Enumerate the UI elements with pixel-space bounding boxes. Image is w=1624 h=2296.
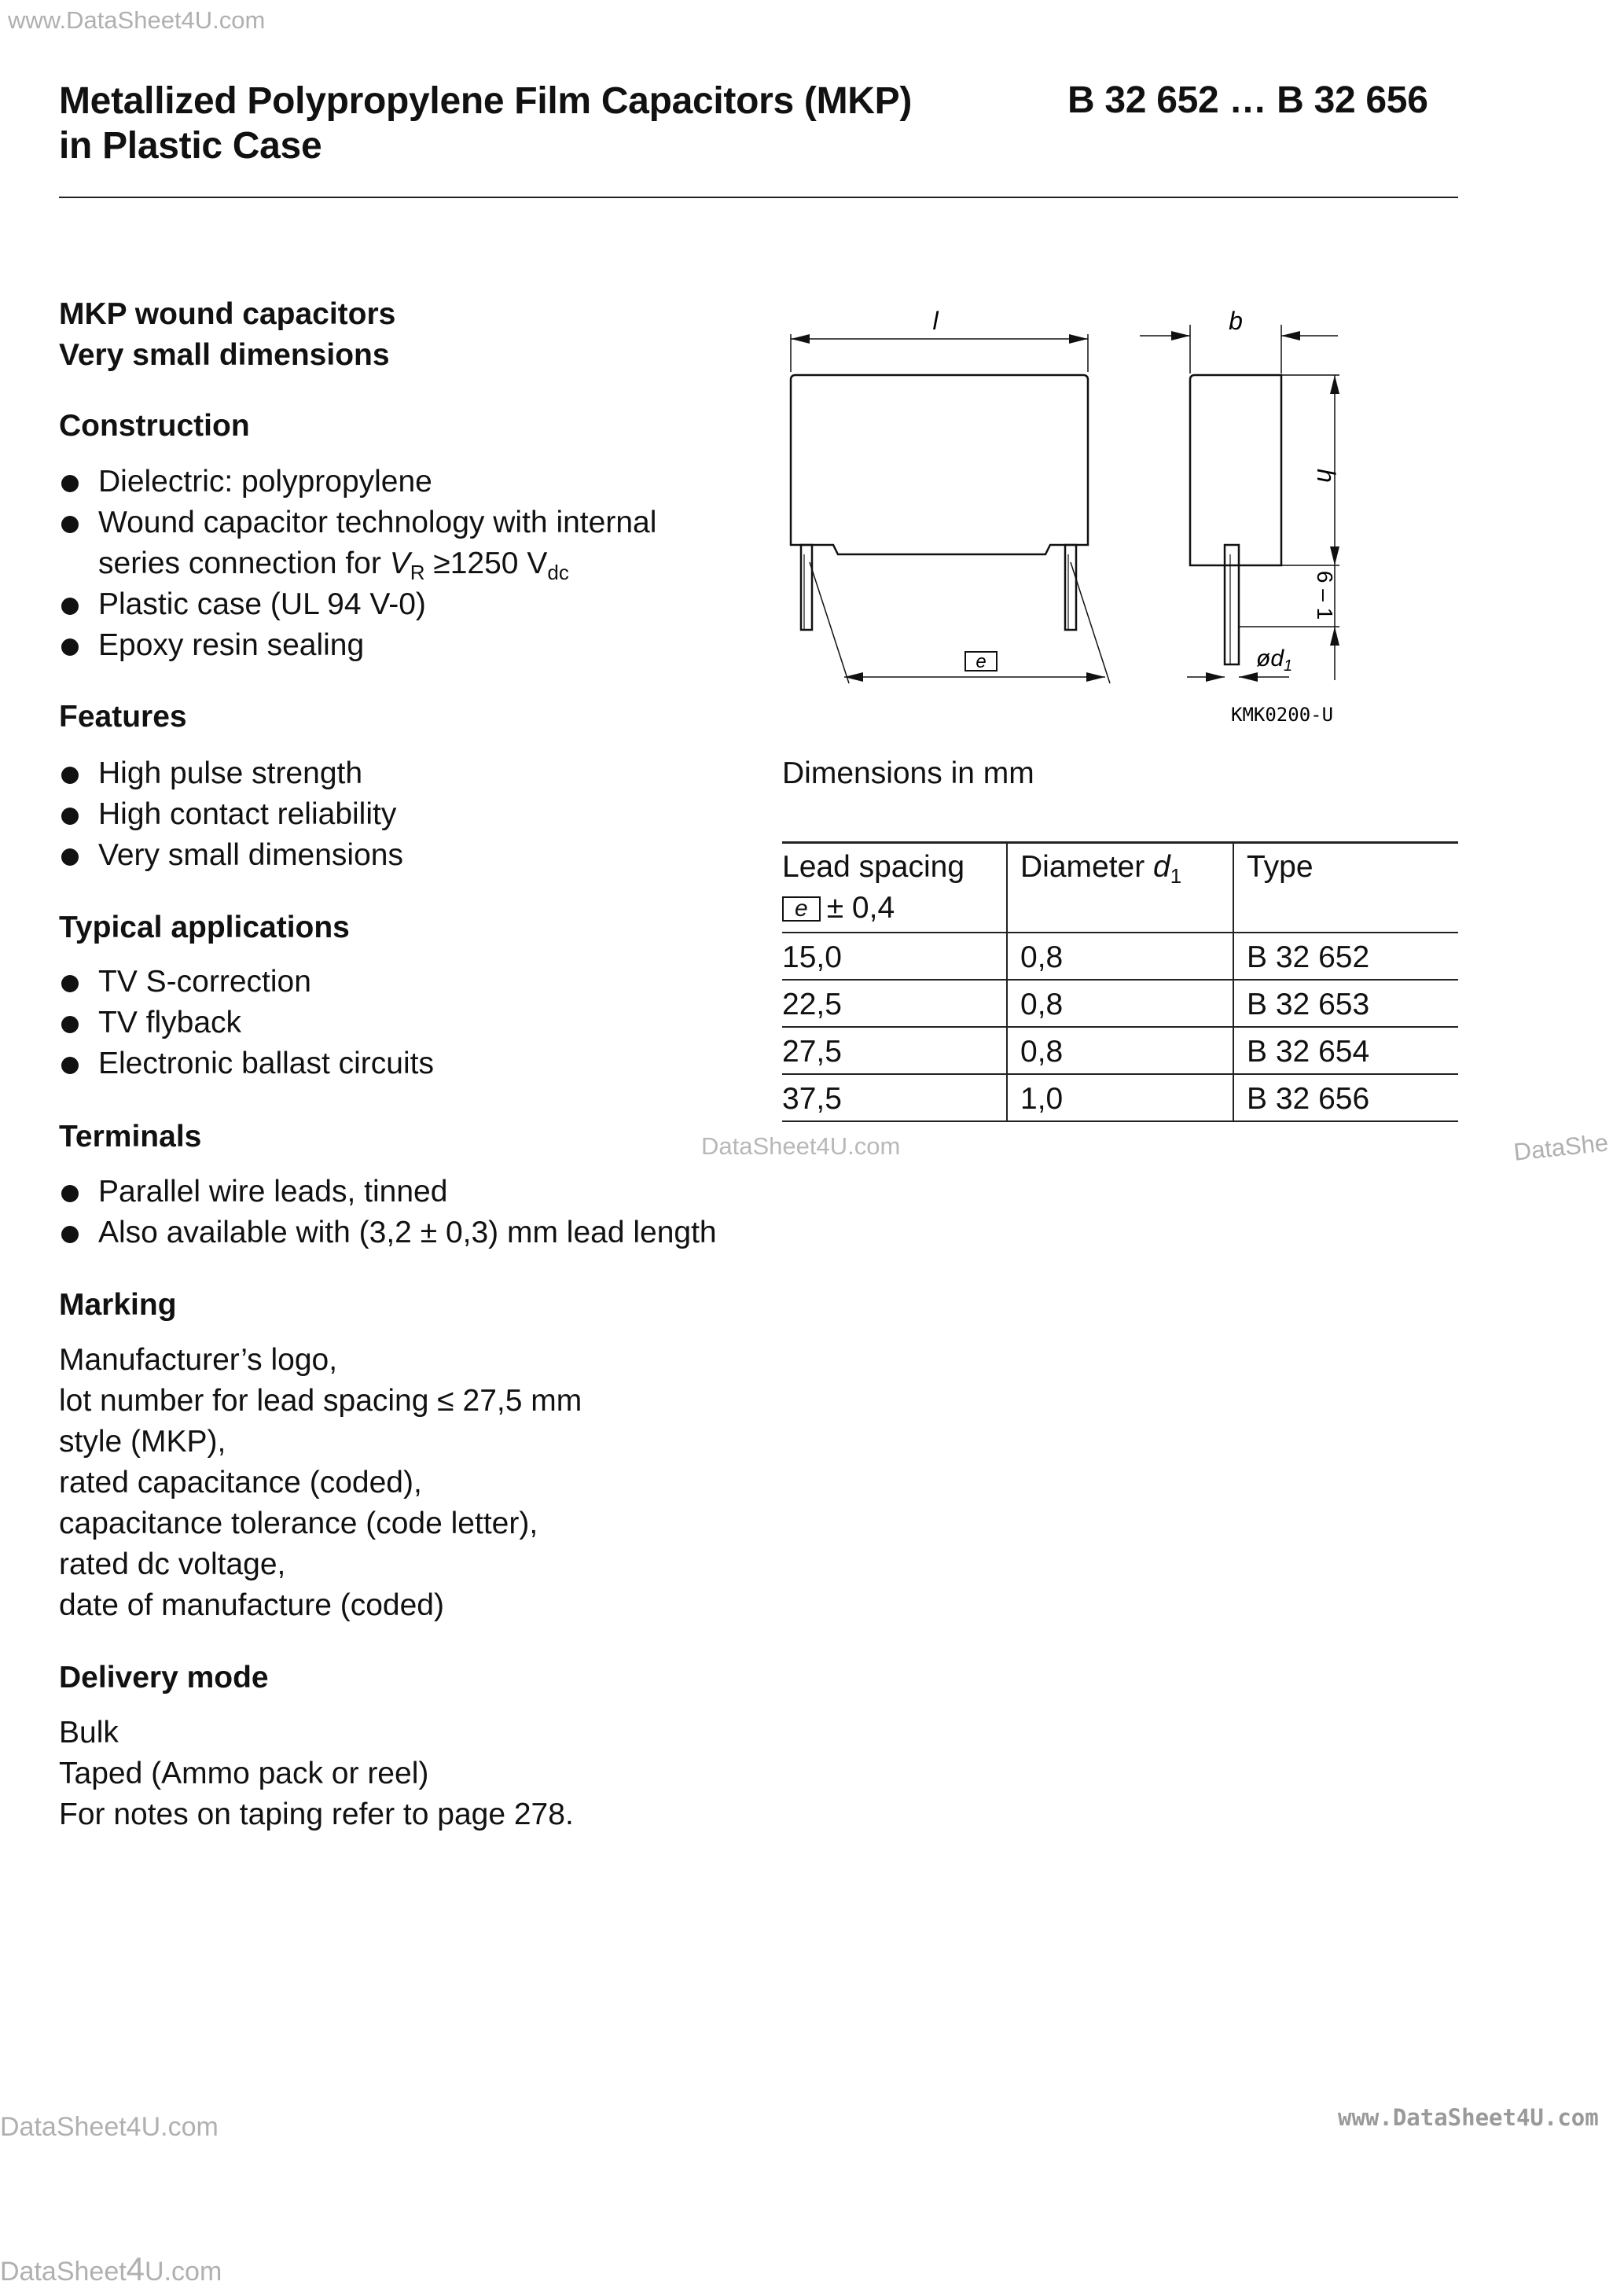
construction-cont-pre: series connection for <box>98 546 390 580</box>
header-e-box: e <box>782 896 821 922</box>
header-rule <box>59 197 1458 198</box>
terminals-heading: Terminals <box>59 1120 202 1154</box>
marking-line: Manufacturer’s logo, <box>59 1343 338 1377</box>
features-list <box>59 753 766 876</box>
dimensions-title: Dimensions in mm <box>782 756 1034 790</box>
cell-diameter: 1,0 <box>1007 1074 1233 1121</box>
label-h: h <box>1312 469 1340 483</box>
features-item: Very small dimensions <box>59 835 766 876</box>
applications-list <box>59 962 766 1084</box>
dimension-drawing <box>778 303 1360 731</box>
label-l: l <box>932 307 939 335</box>
table-row <box>782 1027 1458 1074</box>
watermark-bottom-2-b: 4 <box>126 2250 145 2287</box>
construction-cont-vr-sub: R <box>410 561 425 584</box>
cell-type: B 32 656 <box>1233 1074 1458 1121</box>
arrow-d-left <box>1206 672 1225 682</box>
terminals-item: Also available with (3,2 ± 0,3) mm lead length <box>59 1212 845 1253</box>
table-header-row <box>782 843 1458 933</box>
construction-cont-mid: ≥1250 V <box>424 546 548 580</box>
delivery-heading: Delivery mode <box>59 1661 269 1694</box>
watermark-top: www.DataSheet4U.com <box>8 6 266 34</box>
label-b: b <box>1229 307 1243 335</box>
label-d1 <box>1256 646 1292 675</box>
cell-spacing: 22,5 <box>782 980 1007 1027</box>
front-view-body <box>791 375 1088 554</box>
label-6-1: 6 – 1 <box>1313 570 1337 620</box>
label-e: e <box>976 651 987 672</box>
watermark-bottom-right: www.DataSheet4U.com <box>1338 2104 1599 2131</box>
arrow-e-right <box>1086 672 1105 682</box>
header-lead-spacing-line2 <box>782 888 1006 929</box>
arrow-d-right <box>1239 672 1258 682</box>
label-d1-sub: 1 <box>1284 657 1293 675</box>
cell-spacing: 37,5 <box>782 1074 1007 1121</box>
front-view-lead-right <box>1065 545 1076 630</box>
arrow-h-bottom <box>1330 546 1339 565</box>
drawing-code: KMK0200-U <box>1231 704 1334 726</box>
header-lead-spacing <box>782 843 1007 933</box>
cell-type: B 32 654 <box>1233 1027 1458 1074</box>
construction-list <box>59 462 766 666</box>
header-diameter-sub: 1 <box>1170 864 1182 888</box>
terminals-list <box>59 1172 845 1253</box>
features-item: High contact reliability <box>59 794 766 835</box>
construction-heading: Construction <box>59 409 250 443</box>
arrow-l-left <box>791 334 810 344</box>
watermark-bottom-left: DataSheet4U.com <box>0 2112 219 2142</box>
arrow-b-left <box>1171 331 1190 340</box>
watermark-right: DataShe <box>1512 1128 1610 1166</box>
construction-cont-vdc-sub: dc <box>547 561 569 584</box>
marking-line: rated dc voltage, <box>59 1547 286 1581</box>
marking-line: date of manufacture (coded) <box>59 1588 444 1622</box>
marking-line: rated capacitance (coded), <box>59 1466 422 1499</box>
header-diameter-pre: Diameter <box>1020 850 1154 884</box>
delivery-lines <box>59 1713 766 1835</box>
cell-type: B 32 652 <box>1233 933 1458 980</box>
dimensions-table <box>782 841 1458 1122</box>
arrow-e-left <box>844 672 863 682</box>
construction-item: Dielectric: polypropylene <box>59 462 766 502</box>
delivery-line: Taped (Ammo pack or reel) <box>59 1757 429 1790</box>
marking-line: capacitance tolerance (code letter), <box>59 1507 538 1540</box>
construction-item-continuation <box>59 543 766 584</box>
page-title-line-2: in Plastic Case <box>59 125 322 167</box>
arrow-h-top <box>1330 375 1339 394</box>
front-view-lead-left <box>801 545 812 630</box>
watermark-middle: DataSheet4U.com <box>701 1132 901 1160</box>
table-row <box>782 1074 1458 1121</box>
part-range: B 32 652 … B 32 656 <box>1067 79 1428 121</box>
side-view-lead <box>1225 545 1239 664</box>
table-row <box>782 980 1458 1027</box>
watermark-bottom-2-a: DataSheet <box>0 2257 127 2287</box>
construction-item: Epoxy resin sealing <box>59 625 766 666</box>
watermark-bottom-2-c: U.com <box>145 2257 222 2287</box>
label-d1-main: ød <box>1256 646 1284 672</box>
cell-diameter: 0,8 <box>1007 933 1233 980</box>
arrow-l-right <box>1069 334 1088 344</box>
intro-line-1: MKP wound capacitors <box>59 297 396 331</box>
table-row <box>782 933 1458 980</box>
marking-line: lot number for lead spacing ≤ 27,5 mm <box>59 1384 582 1418</box>
cell-diameter: 0,8 <box>1007 1027 1233 1074</box>
marking-line: style (MKP), <box>59 1425 226 1459</box>
header-tolerance: ± 0,4 <box>826 891 895 925</box>
features-heading: Features <box>59 700 187 734</box>
cell-spacing: 27,5 <box>782 1027 1007 1074</box>
features-item: High pulse strength <box>59 753 766 794</box>
header-lead-spacing-line1: Lead spacing <box>782 850 965 884</box>
applications-item: TV flyback <box>59 1003 766 1043</box>
side-view-body <box>1190 375 1281 565</box>
applications-item: Electronic ballast circuits <box>59 1043 766 1084</box>
page-title-line-1: Metallized Polypropylene Film Capacitors (MKP) <box>59 80 913 122</box>
cell-type: B 32 653 <box>1233 980 1458 1027</box>
header-type: Type <box>1233 843 1458 933</box>
applications-heading: Typical applications <box>59 911 350 944</box>
construction-cont-vr: V <box>389 546 410 580</box>
watermark-bottom-2 <box>0 2250 222 2288</box>
arrow-b-right <box>1281 331 1300 340</box>
page-title <box>59 79 912 168</box>
intro-block <box>59 294 395 376</box>
construction-item: Wound capacitor technology with internal <box>59 502 766 543</box>
applications-item: TV S-correction <box>59 962 766 1003</box>
marking-lines <box>59 1340 766 1626</box>
dim-e-ext-left <box>810 562 849 683</box>
intro-line-2: Very small dimensions <box>59 338 390 372</box>
construction-item: Plastic case (UL 94 V-0) <box>59 584 766 625</box>
delivery-line: For notes on taping refer to page 278. <box>59 1797 574 1831</box>
header-diameter-d: d <box>1153 850 1170 884</box>
delivery-line: Bulk <box>59 1716 119 1750</box>
arrow-6-bottom <box>1330 627 1339 646</box>
cell-spacing: 15,0 <box>782 933 1007 980</box>
cell-diameter: 0,8 <box>1007 980 1233 1027</box>
marking-heading: Marking <box>59 1288 177 1322</box>
header-diameter <box>1007 843 1233 933</box>
terminals-item: Parallel wire leads, tinned <box>59 1172 845 1212</box>
